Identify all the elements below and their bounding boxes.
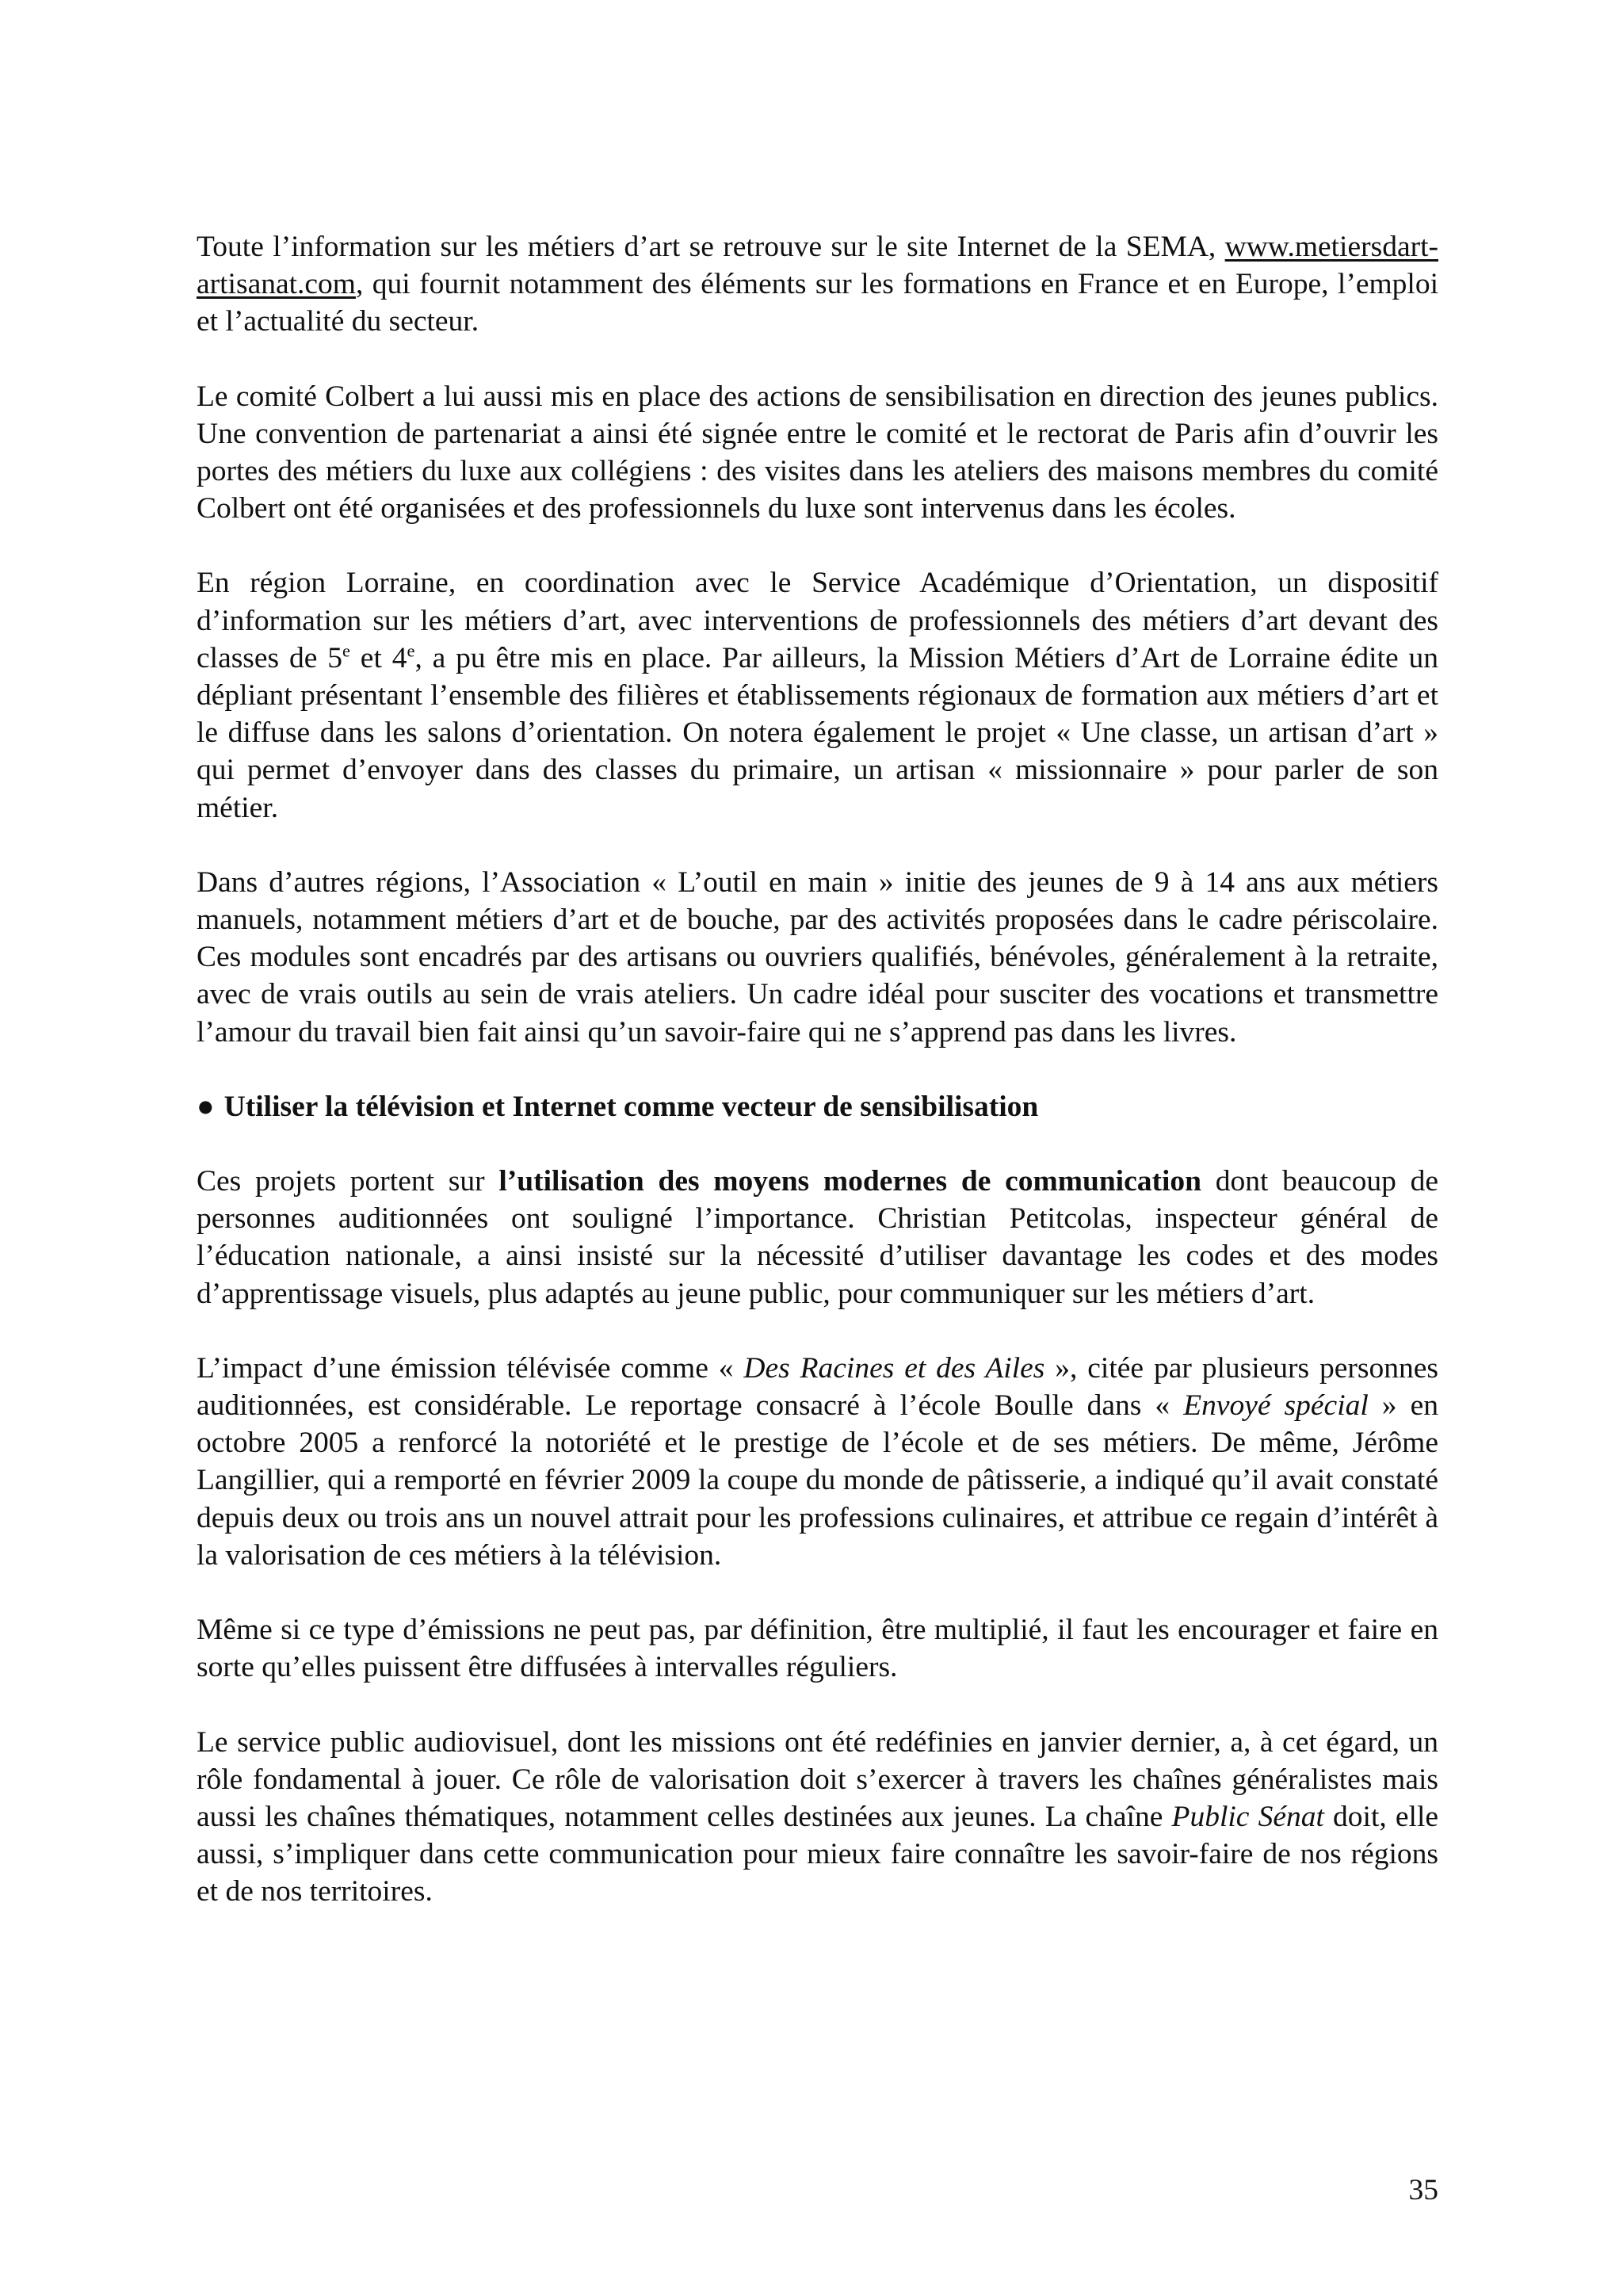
italic-title: Des Racines et des Ailes	[743, 1351, 1045, 1385]
text-span: », citée par plusieurs personnes auditionnées, est considérable. Le reportage consacré à l’école Boulle dans «	[197, 1351, 1438, 1423]
text-span: En région Lorraine, en coordination avec le Service Académique d’Orientation, un dispositif d’information sur les métiers d’art, avec interventions de professionnels des métiers d’art devant des classes de 5	[197, 567, 1438, 674]
page-number: 35	[1408, 2174, 1438, 2206]
paragraph-region-lorraine	[197, 564, 1438, 826]
text-span: , qui fournit notamment des éléments sur les formations en France et en Europe, l’emploi et l’actualité du secteur.	[197, 268, 1438, 338]
text-span: Ces projets portent sur	[197, 1165, 499, 1198]
text-span: et 4	[349, 641, 407, 674]
text-span: , a pu être mis en place. Par ailleurs, la Mission Métiers d’Art de Lorraine édite un dépliant présentant l’ensemble des filières et établissements régionaux de formation aux métiers d’art et le diffuse dans les salons d’orientation. On notera également le projet « Une classe, un artisan d’art » qui permet d’envoyer dans des classes du primaire, un artisan « missionnaire » pour parler de son métier.	[197, 641, 1438, 824]
paragraph-impact-emission	[197, 1350, 1438, 1574]
superscript: e	[407, 640, 415, 661]
paragraph-comite-colbert: Le comité Colbert a lui aussi mis en place des actions de sensibilisation en direction des jeunes publics. Une convention de partenariat a ainsi été signée entre le comité et le rectorat de Paris afin d’ouvrir les portes des métiers du luxe aux collégiens : des visites dans les ateliers des maisons membres du comité Colbert ont été organisées et des professionnels du luxe sont intervenus dans les écoles.	[197, 380, 1438, 525]
text-span: L’impact d’une émission télévisée comme «	[197, 1351, 744, 1385]
text-span: Le service public audiovisuel, dont les missions ont été redéfinies en janvier dernier, a, à cet égard, un rôle fondamental à jouer. Ce rôle de valorisation doit s’exercer à travers les chaînes généralistes mais aussi les chaînes thématiques, notamment celles destinées aux jeunes. La chaîne	[197, 1725, 1438, 1833]
paragraph-sema-website	[197, 228, 1438, 341]
bold-text: l’utilisation des moyens modernes de communication	[498, 1165, 1202, 1198]
paragraph-moyens-modernes	[197, 1163, 1438, 1312]
document-page	[197, 228, 1438, 1911]
section-heading	[197, 1088, 1438, 1125]
paragraph-service-public	[197, 1724, 1438, 1911]
text-span: » en octobre 2005 a renforcé la notoriété et le prestige de l’école et de ses métiers. De même, Jérôme Langillier, qui a remporté en février 2009 la coupe du monde de pâtisserie, a indiqué qu’il avait constaté depuis deux ou trois ans un nouvel attrait pour les professions culinaires, et attribue ce regain d’intérêt à la valorisation de ces métiers à la télévision.	[197, 1389, 1438, 1572]
section-heading-text: Utiliser la télévision et Internet comme vecteur de sensibilisation	[223, 1090, 1039, 1123]
italic-title: Envoyé spécial	[1183, 1389, 1369, 1423]
italic-title: Public Sénat	[1171, 1800, 1324, 1833]
paragraph-type-emissions: Même si ce type d’émissions ne peut pas, par définition, être multiplié, il faut les encourager et faire en sorte qu’elles puissent être diffusées à intervalles réguliers.	[197, 1614, 1438, 1684]
text-span: doit, elle aussi, s’impliquer dans cette communication pour mieux faire connaître les savoir-faire de nos régions et de nos territoires.	[197, 1800, 1439, 1908]
text-span: Toute l’information sur les métiers d’art se retrouve sur le site Internet de la SEMA,	[197, 231, 1225, 263]
paragraph-outil-en-main: Dans d’autres régions, l’Association « L’outil en main » initie des jeunes de 9 à 14 ans aux métiers manuels, notamment métiers d’art et de bouche, par des activités proposées dans le cadre périscolaire. Ces modules sont encadrés par des artisans ou ouvriers qualifiés, bénévoles, généralement à la retraite, avec de vrais outils au sein de vrais ateliers. Un cadre idéal pour susciter des vocations et transmettre l’amour du travail bien fait ainsi qu’un savoir-faire qui ne s’apprend pas dans les livres.	[197, 865, 1438, 1049]
bullet-icon: ●	[197, 1090, 215, 1123]
metiersdart-link[interactable]: www.metiersdart-artisanat.com	[197, 231, 1438, 301]
text-span: dont beaucoup de personnes auditionnées ont souligné l’importance. Christian Petitcolas, inspecteur général de l’éducation nationale, a ainsi insisté sur la nécessité d’utiliser davantage les codes et des modes d’apprentissage visuels, plus adaptés au jeune public, pour communiquer sur les métiers d’art.	[197, 1165, 1438, 1310]
superscript: e	[342, 640, 350, 661]
